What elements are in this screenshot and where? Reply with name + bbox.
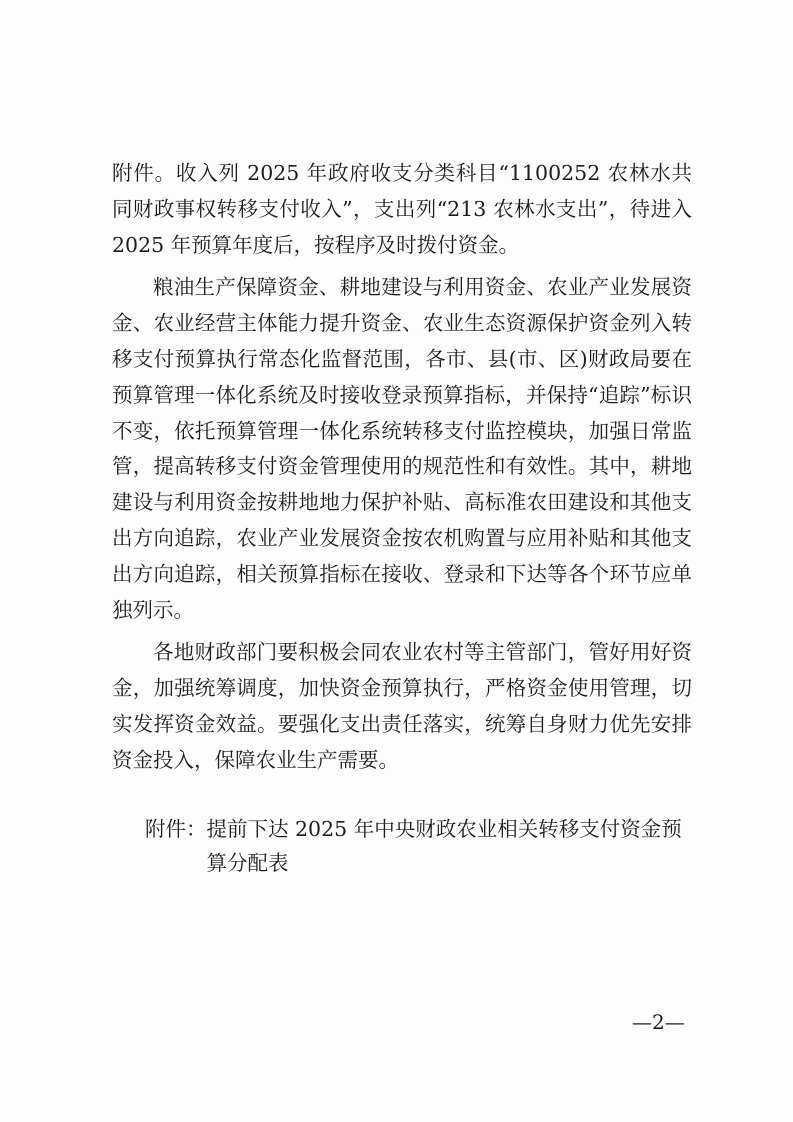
paragraph-continuation: 附件。收入列 2025 年政府收支分类科目“1100252 农林水共同财政事权转移支付收入”，支出列“213 农林水支出”，待进入 2025 年预算年度后，按程序及时拨付资金。	[112, 161, 692, 257]
paragraph-supervision: 粮油生产保障资金、耕地建设与利用资金、农业产业发展资金、农业经营主体能力提升资金、农业生态资源保护资金列入转移支付预算执行常态化监督范围，各市、县(市、区)财政局要在预算管理一体化系统及时接收登录预算指标，并保持“追踪”标识不变，依托预算管理一体化系统转移支付监控模块，加强日常监管，提高转移支付资金管理使用的规范性和有效性。其中，耕地建设与利用资金按耕地地力保护补贴、高标准农田建设和其他支出方向追踪，农业产业发展资金按农机购置与应用补贴和其他支出方向追踪，相关预算指标在接收、登录和下达等各个环节应单独列示。	[112, 275, 692, 622]
attachment-note	[145, 812, 685, 880]
attachment-label: 附件：	[145, 817, 207, 841]
paragraph-management: 各地财政部门要积极会同农业农村等主管部门，管好用好资金，加强统筹调度，加快资金预算执行，严格资金使用管理，切实发挥资金效益。要强化支出责任落实，统筹自身财力优先安排资金投入，保障农业生产需要。	[112, 640, 692, 772]
page-number: —2—	[632, 1010, 685, 1034]
attachment-title: 提前下达 2025 年中央财政农业相关转移支付资金预算分配表	[206, 817, 682, 875]
body-text	[112, 156, 692, 786]
